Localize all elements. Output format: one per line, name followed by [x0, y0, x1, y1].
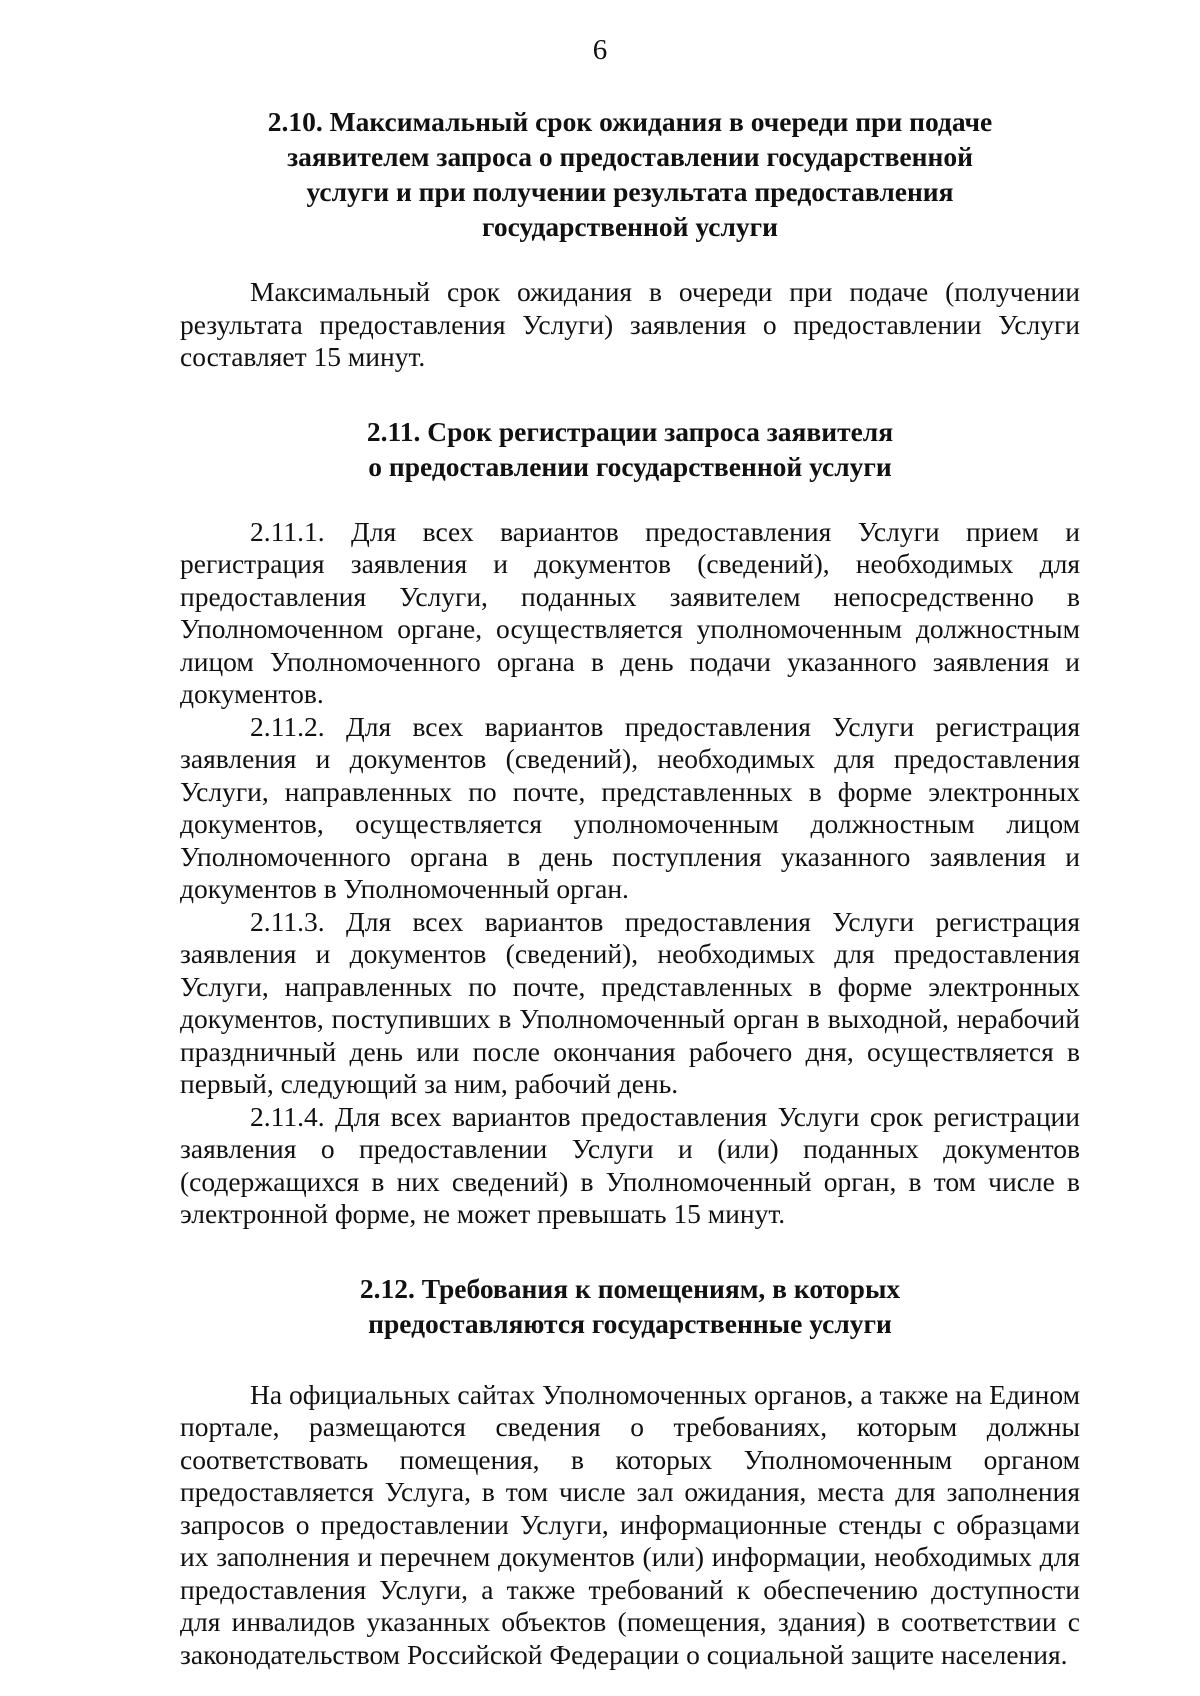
- paragraph-2-11-2: 2.11.2. Для всех вариантов предоставления Услуги регистрация заявления и документов (сведений), необходимых для предоставления Услуги, направленных по почте, представленных в форме электронных документов, осуществляется уполномоченным должностным лицом Уполномоченного органа в день поступления указанного заявления и документов в Уполномоченный орган.: [180, 710, 1080, 904]
- section-2-11-heading-line: 2.11. Срок регистрации запроса заявителя: [366, 415, 894, 447]
- section-2-12-heading-line: предоставляются государственные услуги: [368, 1307, 892, 1339]
- section-2-12-heading-line: 2.12. Требования к помещениям, в которых: [359, 1272, 901, 1304]
- section-2-12-heading: [180, 1271, 1080, 1341]
- section-2-10-heading: [180, 104, 1080, 244]
- document-body: [180, 104, 1080, 1671]
- section-2-10-paragraph: Максимальный срок ожидания в очереди при подаче (получении результата предоставления Услуги) заявления о предоставлении Услуги составляет 15 минут.: [180, 276, 1080, 372]
- section-2-11-heading: [180, 414, 1080, 484]
- section-2-10-heading-line: 2.10. Максимальный срок ожидания в очереди при подаче: [267, 106, 993, 137]
- section-2-10-heading-line: государственной услуги: [482, 211, 778, 242]
- page-number: 6: [592, 34, 608, 66]
- section-2-10-heading-line: заявителем запроса о предоставлении государственной: [287, 141, 973, 172]
- section-2-12-paragraph: На официальных сайтах Уполномоченных органов, а также на Едином портале, размещаются сведения о требованиях, которым должны соответствовать помещения, в которых Уполномоченным органом предоставляется Услуга, в том числе зал ожидания, места для заполнения запросов о предоставлении Услуги, информационные стенды с образцами их заполнения и перечнем документов (или) информации, необходимых для предоставления Услуги, а также требований к обеспечению доступности для инвалидов указанных объектов (помещения, здания) в соответствии с законодательством Российской Федерации о социальной защите населения.: [180, 1378, 1080, 1670]
- section-2-11-heading-line: о предоставлении государственной услуги: [368, 450, 892, 482]
- paragraph-2-11-3: 2.11.3. Для всех вариантов предоставления Услуги регистрация заявления и документов (сведений), необходимых для предоставления Услуги, направленных по почте, представленных в форме электронных документов, поступивших в Уполномоченный орган в выходной, нерабочий праздничный день или после окончания рабочего дня, осуществляется в первый, следующий за ним, рабочий день.: [180, 905, 1080, 1099]
- paragraph-2-11-1: 2.11.1. Для всех вариантов предоставления Услуги прием и регистрация заявления и документов (сведений), необходимых для предоставления Услуги, поданных заявителем непосредственно в Уполномоченном органе, осуществляется уполномоченным должностным лицом Уполномоченного органа в день подачи указанного заявления и документов.: [180, 515, 1080, 709]
- paragraph-2-11-4: 2.11.4. Для всех вариантов предоставления Услуги срок регистрации заявления о предоставлении Услуги и (или) поданных документов (содержащихся в них сведений) в Уполномоченный орган, в том числе в электронной форме, не может превышать 15 минут.: [180, 1100, 1080, 1229]
- section-2-10-heading-line: услуги и при получении результата предоставления: [306, 176, 954, 207]
